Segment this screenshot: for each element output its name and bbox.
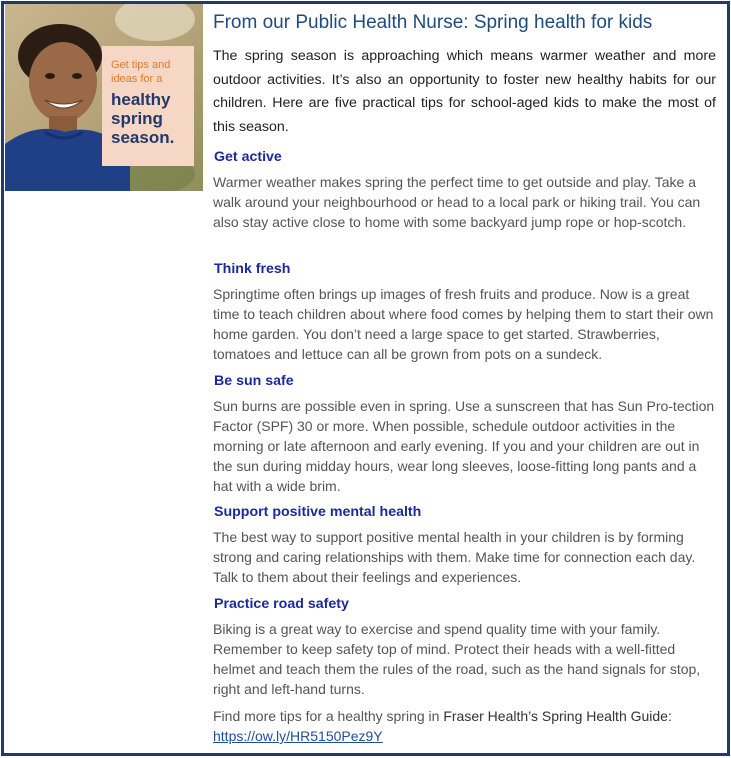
section-body-think-fresh: Springtime often brings up images of fresh fruits and produce. Now is a great time to teach children about where food comes by helping them to start their own home garden. You don’t need a large space to get started. Strawberries, tomatoes and lettuce can all be grown from pots on a sundeck. bbox=[213, 286, 714, 362]
promo-headline: healthy spring season. bbox=[111, 90, 175, 147]
guide-link[interactable]: https://ow.ly/HR5150Pez9Y bbox=[213, 728, 383, 744]
section-heading-road-safety: Practice road safety bbox=[214, 596, 349, 612]
footer-text: Find more tips for a healthy spring in bbox=[213, 708, 444, 724]
footer-note bbox=[213, 706, 716, 746]
section-body-mental-health: The best way to support positive mental health in your children is by forming strong and caring relationships with them. Make time for connection each day. Talk to them about their feelings and experiences. bbox=[213, 529, 696, 585]
hero-image bbox=[5, 4, 203, 191]
section-heading-think-fresh: Think fresh bbox=[214, 261, 291, 277]
section-heading-mental-health: Support positive mental health bbox=[214, 504, 422, 520]
section-heading-be-sun-safe: Be sun safe bbox=[214, 373, 294, 389]
section-body-be-sun-safe: Sun burns are possible even in spring. Use a sunscreen that has Sun Pro-tection Factor (SPF) 30 or more. When possible, schedule outdoor activities in the morning or late afternoon and early evening. If you and your children are out in the sun during midday hours, wear long sleeves, loose-fitting long pants and a hat with a wide brim. bbox=[213, 398, 715, 494]
section-body-get-active: Warmer weather makes spring the perfect time to get outside and play. Take a walk around your neighbourhood or head to a local park or hiking trail. You can also stay active close to home with some backyard jump rope or hop-scotch. bbox=[213, 174, 701, 230]
promo-tagline: Get tips and ideas for a bbox=[111, 59, 171, 85]
promo-card bbox=[102, 46, 194, 166]
article-intro: The spring season is approaching which means warmer weather and more outdoor activities. It’s also an opportunity to foster new healthy habits for our children. Here are five practical tips for school-aged kids to make the most of this season. bbox=[213, 48, 716, 135]
section-heading-get-active: Get active bbox=[214, 149, 282, 165]
article-title: From our Public Health Nurse: Spring health for kids bbox=[213, 12, 653, 33]
section-body-road-safety: Biking is a great way to exercise and spend quality time with your family. Remember to keep safety top of mind. Protect their heads with a well-fitted helmet and teach them the rules of the road, such as the hand signals for stop, right and left-hand turns. bbox=[213, 621, 701, 697]
footer-guide-name: Fraser Health’s Spring Health Guide: bbox=[443, 708, 672, 724]
